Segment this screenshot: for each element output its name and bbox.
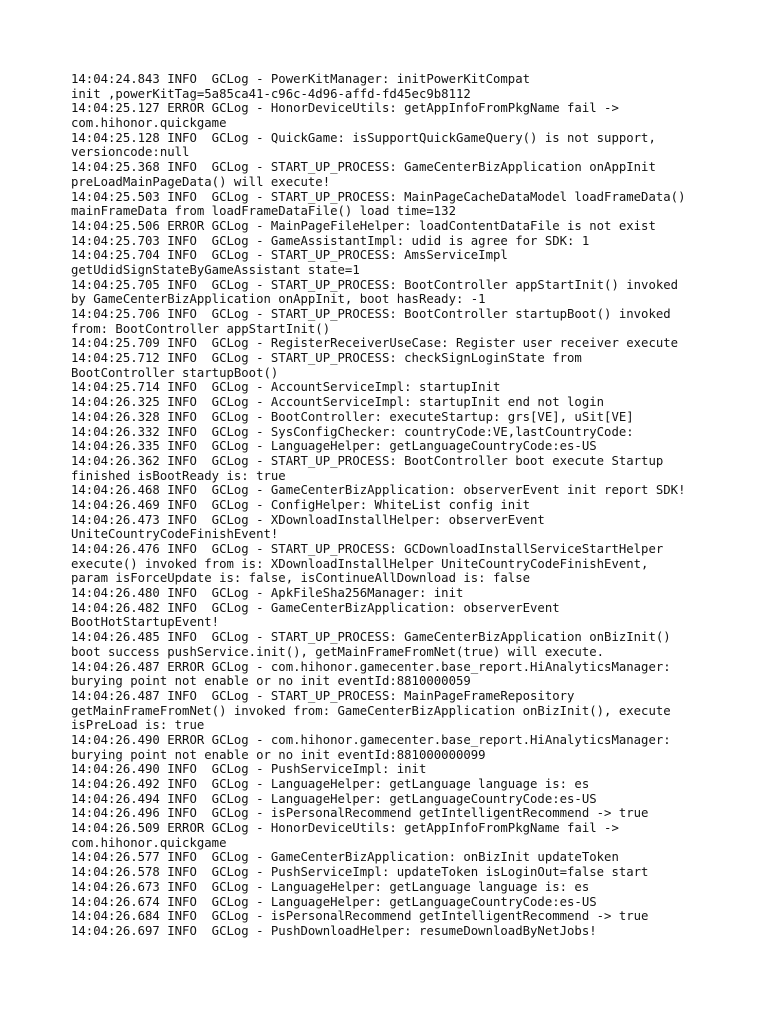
- log-line: 14:04:25.705 INFO GCLog - START_UP_PROCESS: BootController appStartInit() invoked: [71, 277, 679, 292]
- log-line: 14:04:25.704 INFO GCLog - START_UP_PROCESS: AmsServiceImpl: [71, 248, 508, 263]
- log-line: boot success pushService.init(), getMainFrameFromNet(true) will execute.: [71, 644, 605, 659]
- log-line: 14:04:26.362 INFO GCLog - START_UP_PROCESS: BootController boot execute Startup: [71, 453, 664, 468]
- log-line: 14:04:26.509 ERROR GCLog - HonorDeviceUtils: getAppInfoFromPkgName fail ->: [71, 821, 619, 836]
- log-line: 14:04:25.503 INFO GCLog - START_UP_PROCESS: MainPageCacheDataModel loadFrameData(): [71, 189, 686, 204]
- log-line: 14:04:26.469 INFO GCLog - ConfigHelper: WhiteList config init: [71, 497, 531, 512]
- log-line: from: BootController appStartInit(): [71, 321, 331, 336]
- log-line: 14:04:26.480 INFO GCLog - ApkFileSha256Manager: init: [71, 586, 464, 601]
- log-line: versioncode:null: [71, 145, 190, 160]
- log-line: param isForceUpdate is: false, isContinueAllDownload is: false: [71, 571, 531, 586]
- log-line: 14:04:24.843 INFO GCLog - PowerKitManager: initPowerKitCompat: [71, 72, 531, 86]
- log-line: BootController startupBoot(): [71, 365, 279, 380]
- log-line: preLoadMainPageData() will execute!: [71, 174, 331, 189]
- log-line: 14:04:25.127 ERROR GCLog - HonorDeviceUtils: getAppInfoFromPkgName fail ->: [71, 101, 619, 116]
- log-line: 14:04:26.487 ERROR GCLog - com.hihonor.gamecenter.base_report.HiAnalyticsManager:: [71, 659, 671, 674]
- log-line: 14:04:25.712 INFO GCLog - START_UP_PROCESS: checkSignLoginState from: [71, 351, 582, 366]
- log-line: 14:04:26.325 INFO GCLog - AccountServiceImpl: startupInit end not login: [71, 395, 605, 410]
- log-line: finished isBootReady is: true: [71, 468, 286, 483]
- log-line: 14:04:26.490 ERROR GCLog - com.hihonor.gamecenter.base_report.HiAnalyticsManager:: [71, 732, 671, 747]
- log-line: burying point not enable or no init eventId:881000000099: [71, 747, 486, 762]
- log-line: 14:04:26.468 INFO GCLog - GameCenterBizApplication: observerEvent init report SDK!: [71, 483, 686, 498]
- log-line: 14:04:25.706 INFO GCLog - START_UP_PROCESS: BootController startupBoot() invoked: [71, 307, 671, 321]
- log-line: init ,powerKitTag=5a85ca41-c96c-4d96-affd-fd45ec9b8112: [71, 86, 471, 101]
- log-line: 14:04:26.577 INFO GCLog - GameCenterBizApplication: onBizInit updateToken: [71, 850, 619, 865]
- log-line: 14:04:25.703 INFO GCLog - GameAssistantImpl: udid is agree for SDK: 1: [71, 233, 590, 248]
- log-line: 14:04:26.328 INFO GCLog - BootController: executeStartup: grs[VE], uSit[VE]: [71, 409, 634, 424]
- log-line: 14:04:26.482 INFO GCLog - GameCenterBizApplication: observerEvent: [71, 600, 560, 615]
- log-line: 14:04:26.335 INFO GCLog - LanguageHelper: getLanguageCountryCode:es-US: [71, 439, 597, 454]
- log-line: 14:04:25.368 INFO GCLog - START_UP_PROCESS: GameCenterBizApplication onAppInit: [71, 160, 656, 175]
- log-line: 14:04:26.684 INFO GCLog - isPersonalRecommend getIntelligentRecommend -> true: [71, 909, 649, 924]
- log-line: 14:04:26.492 INFO GCLog - LanguageHelper: getLanguage language is: es: [71, 777, 590, 791]
- log-line: 14:04:26.487 INFO GCLog - START_UP_PROCESS: MainPageFrameRepository: [71, 688, 575, 703]
- log-line: 14:04:26.494 INFO GCLog - LanguageHelper: getLanguageCountryCode:es-US: [71, 791, 597, 806]
- log-line: isPreLoad is: true: [71, 718, 205, 733]
- log-line: 14:04:26.674 INFO GCLog - LanguageHelper: getLanguageCountryCode:es-US: [71, 894, 597, 909]
- log-line: 14:04:26.473 INFO GCLog - XDownloadInstallHelper: observerEvent: [71, 512, 545, 527]
- log-line: 14:04:25.128 INFO GCLog - QuickGame: isSupportQuickGameQuery() is not support,: [71, 130, 656, 145]
- log-line: 14:04:25.714 INFO GCLog - AccountServiceImpl: startupInit: [71, 380, 501, 395]
- log-line: 14:04:26.673 INFO GCLog - LanguageHelper: getLanguage language is: es: [71, 879, 590, 894]
- log-line: 14:04:26.332 INFO GCLog - SysConfigChecker: countryCode:VE,lastCountryCode:: [71, 424, 634, 439]
- log-line: 14:04:26.476 INFO GCLog - START_UP_PROCESS: GCDownloadInstallServiceStartHelper: [71, 542, 664, 556]
- log-line: execute() invoked from is: XDownloadInstallHelper UniteCountryCodeFinishEvent,: [71, 556, 649, 571]
- log-line: mainFrameData from loadFrameDataFile() load time=132: [71, 204, 456, 219]
- log-line: by GameCenterBizApplication onAppInit, boot hasReady: -1: [71, 292, 486, 307]
- log-line: getUdidSignStateByGameAssistant state=1: [71, 262, 360, 277]
- log-line: com.hihonor.quickgame: [71, 835, 227, 850]
- log-line: BootHotStartupEvent!: [71, 615, 220, 630]
- log-line: 14:04:26.496 INFO GCLog - isPersonalRecommend getIntelligentRecommend -> true: [71, 806, 649, 821]
- log-line: 14:04:26.578 INFO GCLog - PushServiceImpl: updateToken isLoginOut=false start: [71, 865, 649, 880]
- log-text-block: [71, 72, 761, 939]
- log-line: 14:04:26.490 INFO GCLog - PushServiceImpl: init: [71, 762, 427, 777]
- log-line: com.hihonor.quickgame: [71, 116, 227, 131]
- log-line: 14:04:26.485 INFO GCLog - START_UP_PROCESS: GameCenterBizApplication onBizInit(): [71, 630, 671, 645]
- log-line: UniteCountryCodeFinishEvent!: [71, 527, 279, 542]
- log-line: 14:04:25.709 INFO GCLog - RegisterReceiverUseCase: Register user receiver execute: [71, 336, 679, 351]
- log-line: 14:04:26.697 INFO GCLog - PushDownloadHelper: resumeDownloadByNetJobs!: [71, 923, 597, 938]
- log-line: 14:04:25.506 ERROR GCLog - MainPageFileHelper: loadContentDataFile is not exist: [71, 218, 656, 233]
- log-line: burying point not enable or no init eventId:8810000059: [71, 674, 471, 689]
- log-line: getMainFrameFromNet() invoked from: GameCenterBizApplication onBizInit(), execute: [71, 703, 671, 718]
